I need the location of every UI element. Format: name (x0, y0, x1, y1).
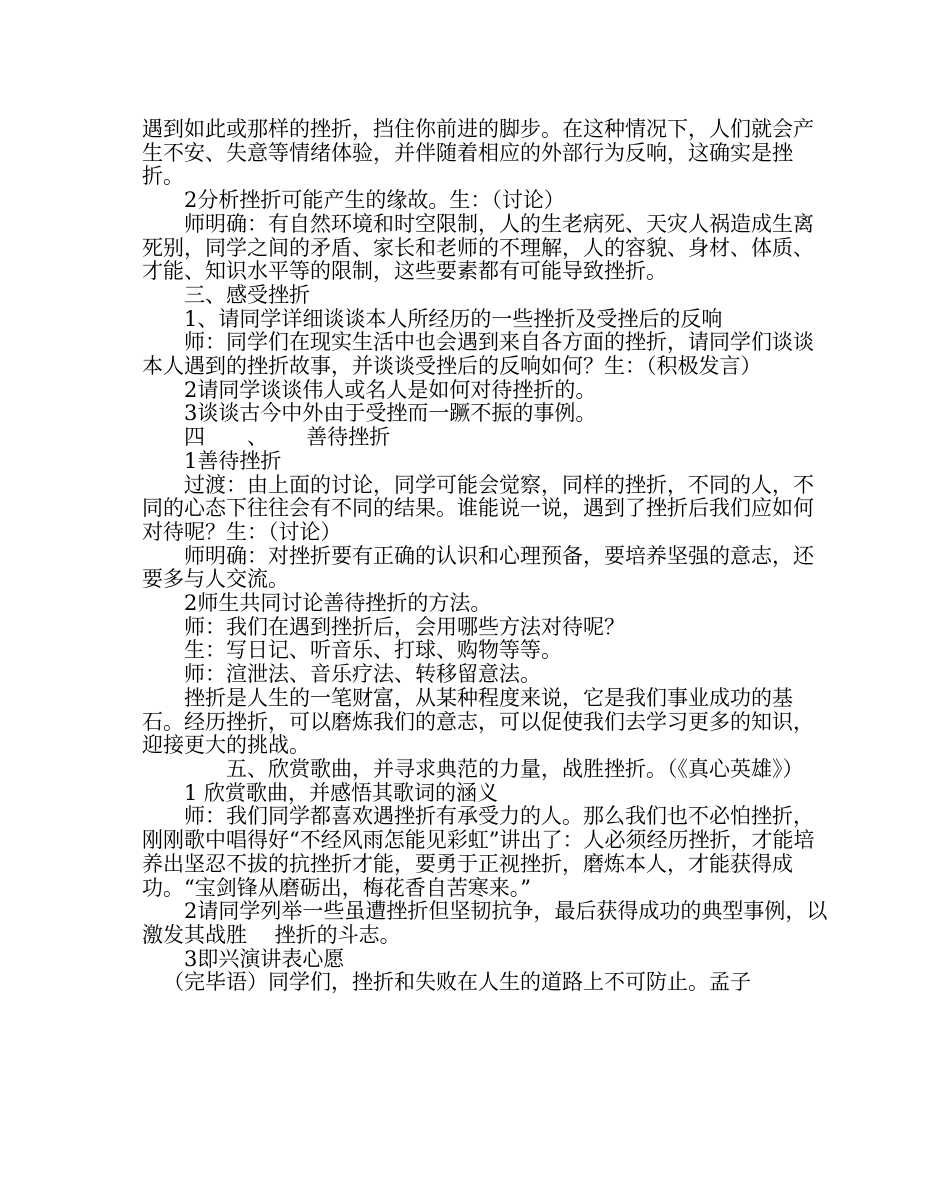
paragraph: 师：渲泄法、音乐疗法、转移留意法。 (184, 662, 541, 687)
paragraph: 1 欣赏歌曲，并感悟其歌词的涵义 (184, 780, 499, 805)
paragraph: 遇到如此或那样的挫折，挡住你前进的脚步。在这种情况下，人们就会产生不安、失意等情绪体验，并伴随着相应的外部行为反响，这确实是挫折。 (142, 117, 814, 189)
paragraph: 师：我们同学都喜欢遇挫折有承受力的人。那么我们也不必怕挫折，刚刚歌中唱得好“不经风雨怎能见彩虹”讲出了：人必须经历挫折，才能培养出坚忍不拔的抗挫折才能，要勇于正视挫折，磨炼本人，才能获得成功。“宝剑锋从磨砺出，梅花香自苦寒来。” (142, 804, 815, 900)
paragraph: 生：写日记、听音乐、打球、购物等等。 (184, 638, 562, 663)
paragraph: 师：我们在遇到挫折后，会用哪些方法对待呢？ (184, 614, 625, 639)
paragraph: 2分析挫折可能产生的缘故。生：（讨论） (184, 188, 565, 213)
document-body (142, 118, 832, 995)
paragraph: 1善待挫折 (184, 448, 282, 473)
section-heading: 五、欣赏歌曲，并寻求典范的力量，战胜挫折。（《真心英雄》） (226, 756, 804, 781)
paragraph: 3即兴演讲表心愿 (184, 946, 345, 971)
paragraph: 2请同学谈谈伟人或名人是如何对待挫折的。 (184, 377, 597, 402)
paragraph: 师：同学们在现实生活中也会遇到来自各方面的挫折，请同学们谈谈本人遇到的挫折故事，并谈谈受挫后的反响如何？生：（积极发言） (142, 330, 814, 379)
section-heading: 三、感受挫折 (184, 282, 310, 307)
section-heading: 四 、 善待挫折 (184, 425, 391, 450)
paragraph: 挫折是人生的一笔财富，从某种程度来说，它是我们事业成功的基石。经历挫折，可以磨炼我们的意志，可以促使我们去学习更多的知识，迎接更大的挑战。 (142, 685, 814, 758)
paragraph: 2请同学列举一些虽遭挫折但坚韧抗争，最后获得成功的典型事例，以激发其战胜 挫折的斗志。 (142, 899, 828, 947)
paragraph: 师明确：对挫折要有正确的认识和心理预备，要培养坚强的意志，还要多与人交流。 (142, 543, 814, 592)
paragraph: 师明确：有自然环境和时空限制，人的生老病死、天灾人祸造成生离死别，同学之间的矛盾、家长和老师的不理解，人的容貌、身材、体质、才能、知识水平等的限制，这些要素都有可能导致挫折。 (142, 211, 814, 284)
paragraph: （完毕语）同学们，挫折和失败在人生的道路上不可防止。孟子 (163, 970, 751, 995)
paragraph: 2师生共同讨论善待挫折的方法。 (184, 591, 492, 616)
paragraph: 1、请同学详细谈谈本人所经历的一些挫折及受挫后的反响 (184, 306, 723, 331)
paragraph: 过渡：由上面的讨论，同学可能会觉察，同样的挫折，不同的人，不同的心态下往往会有不同的结果。谁能说一说，遇到了挫折后我们应如何对待呢？生：（讨论） (142, 472, 814, 544)
paragraph: 3谈谈古今中外由于受挫而一蹶不振的事例。 (184, 401, 597, 426)
